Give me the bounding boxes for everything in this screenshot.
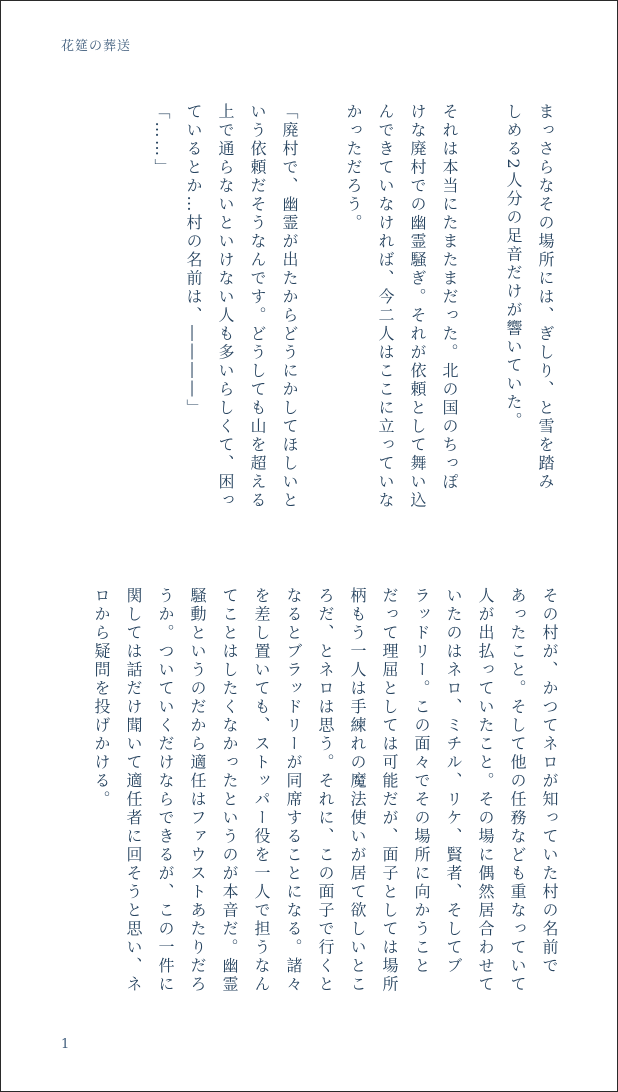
upper-text-block [49,103,561,533]
paragraph-village-name: その村が、かつてネロが知っていた村の名前で あったこと。そして他の任務なども重なっていて 人が出払っていたこと。その場に偶然居合わせて いたのはネロ、ミチル、リケ、賢者、そしてブ ラッドリー。この面々でその場所に向かうこと だって理屈としては可能だが、面子としては場所 柄もう一人は手練れの魔法使いが居て欲しいとこ ろだ、とネロは思う。それに、この面子で行くと なるとブラッドリーが同席することになる。諸々 を差し置いても、ストッパー役を一人で担うなん てことはしたくなかったというのが本音だ。幽霊 騒動というのだから適任はファウストあたりだろ うか。ついていくだけならできるが、この一件に 関しては話だけ聞いて適任者に回そうと思い、ネ ロから疑問を投げかける。 [92,587,559,994]
lower-text-block [43,587,565,1017]
paragraph-ghost-request: それは本当にたまたまだった。北の国のちっぽ けな廃村での幽霊騒ぎ。それが依頼として舞い込 んできていなければ、今二人はここに立っていな かっただろう。 [344,103,459,510]
blank-line [305,103,337,104]
dialogue-abandoned-village: 「廃村で、幽霊が出たからどうにかしてほしいと いう依頼だそうなんです。どうしても山を超える 上で通らないといけない人も多いらしくて、困っ ているとか…村の名前は、――――」 [184,103,299,510]
page-number: 1 [61,1037,70,1052]
running-title: 花筵の葬送 [61,39,132,54]
blank-line [465,103,497,104]
paragraph-snow-footsteps: まっさらなその場所には、ぎしり、と雪を踏み しめる2人分の足音だけが響いていた。 [504,103,555,492]
dialogue-ellipsis: 「……」 [152,103,171,177]
